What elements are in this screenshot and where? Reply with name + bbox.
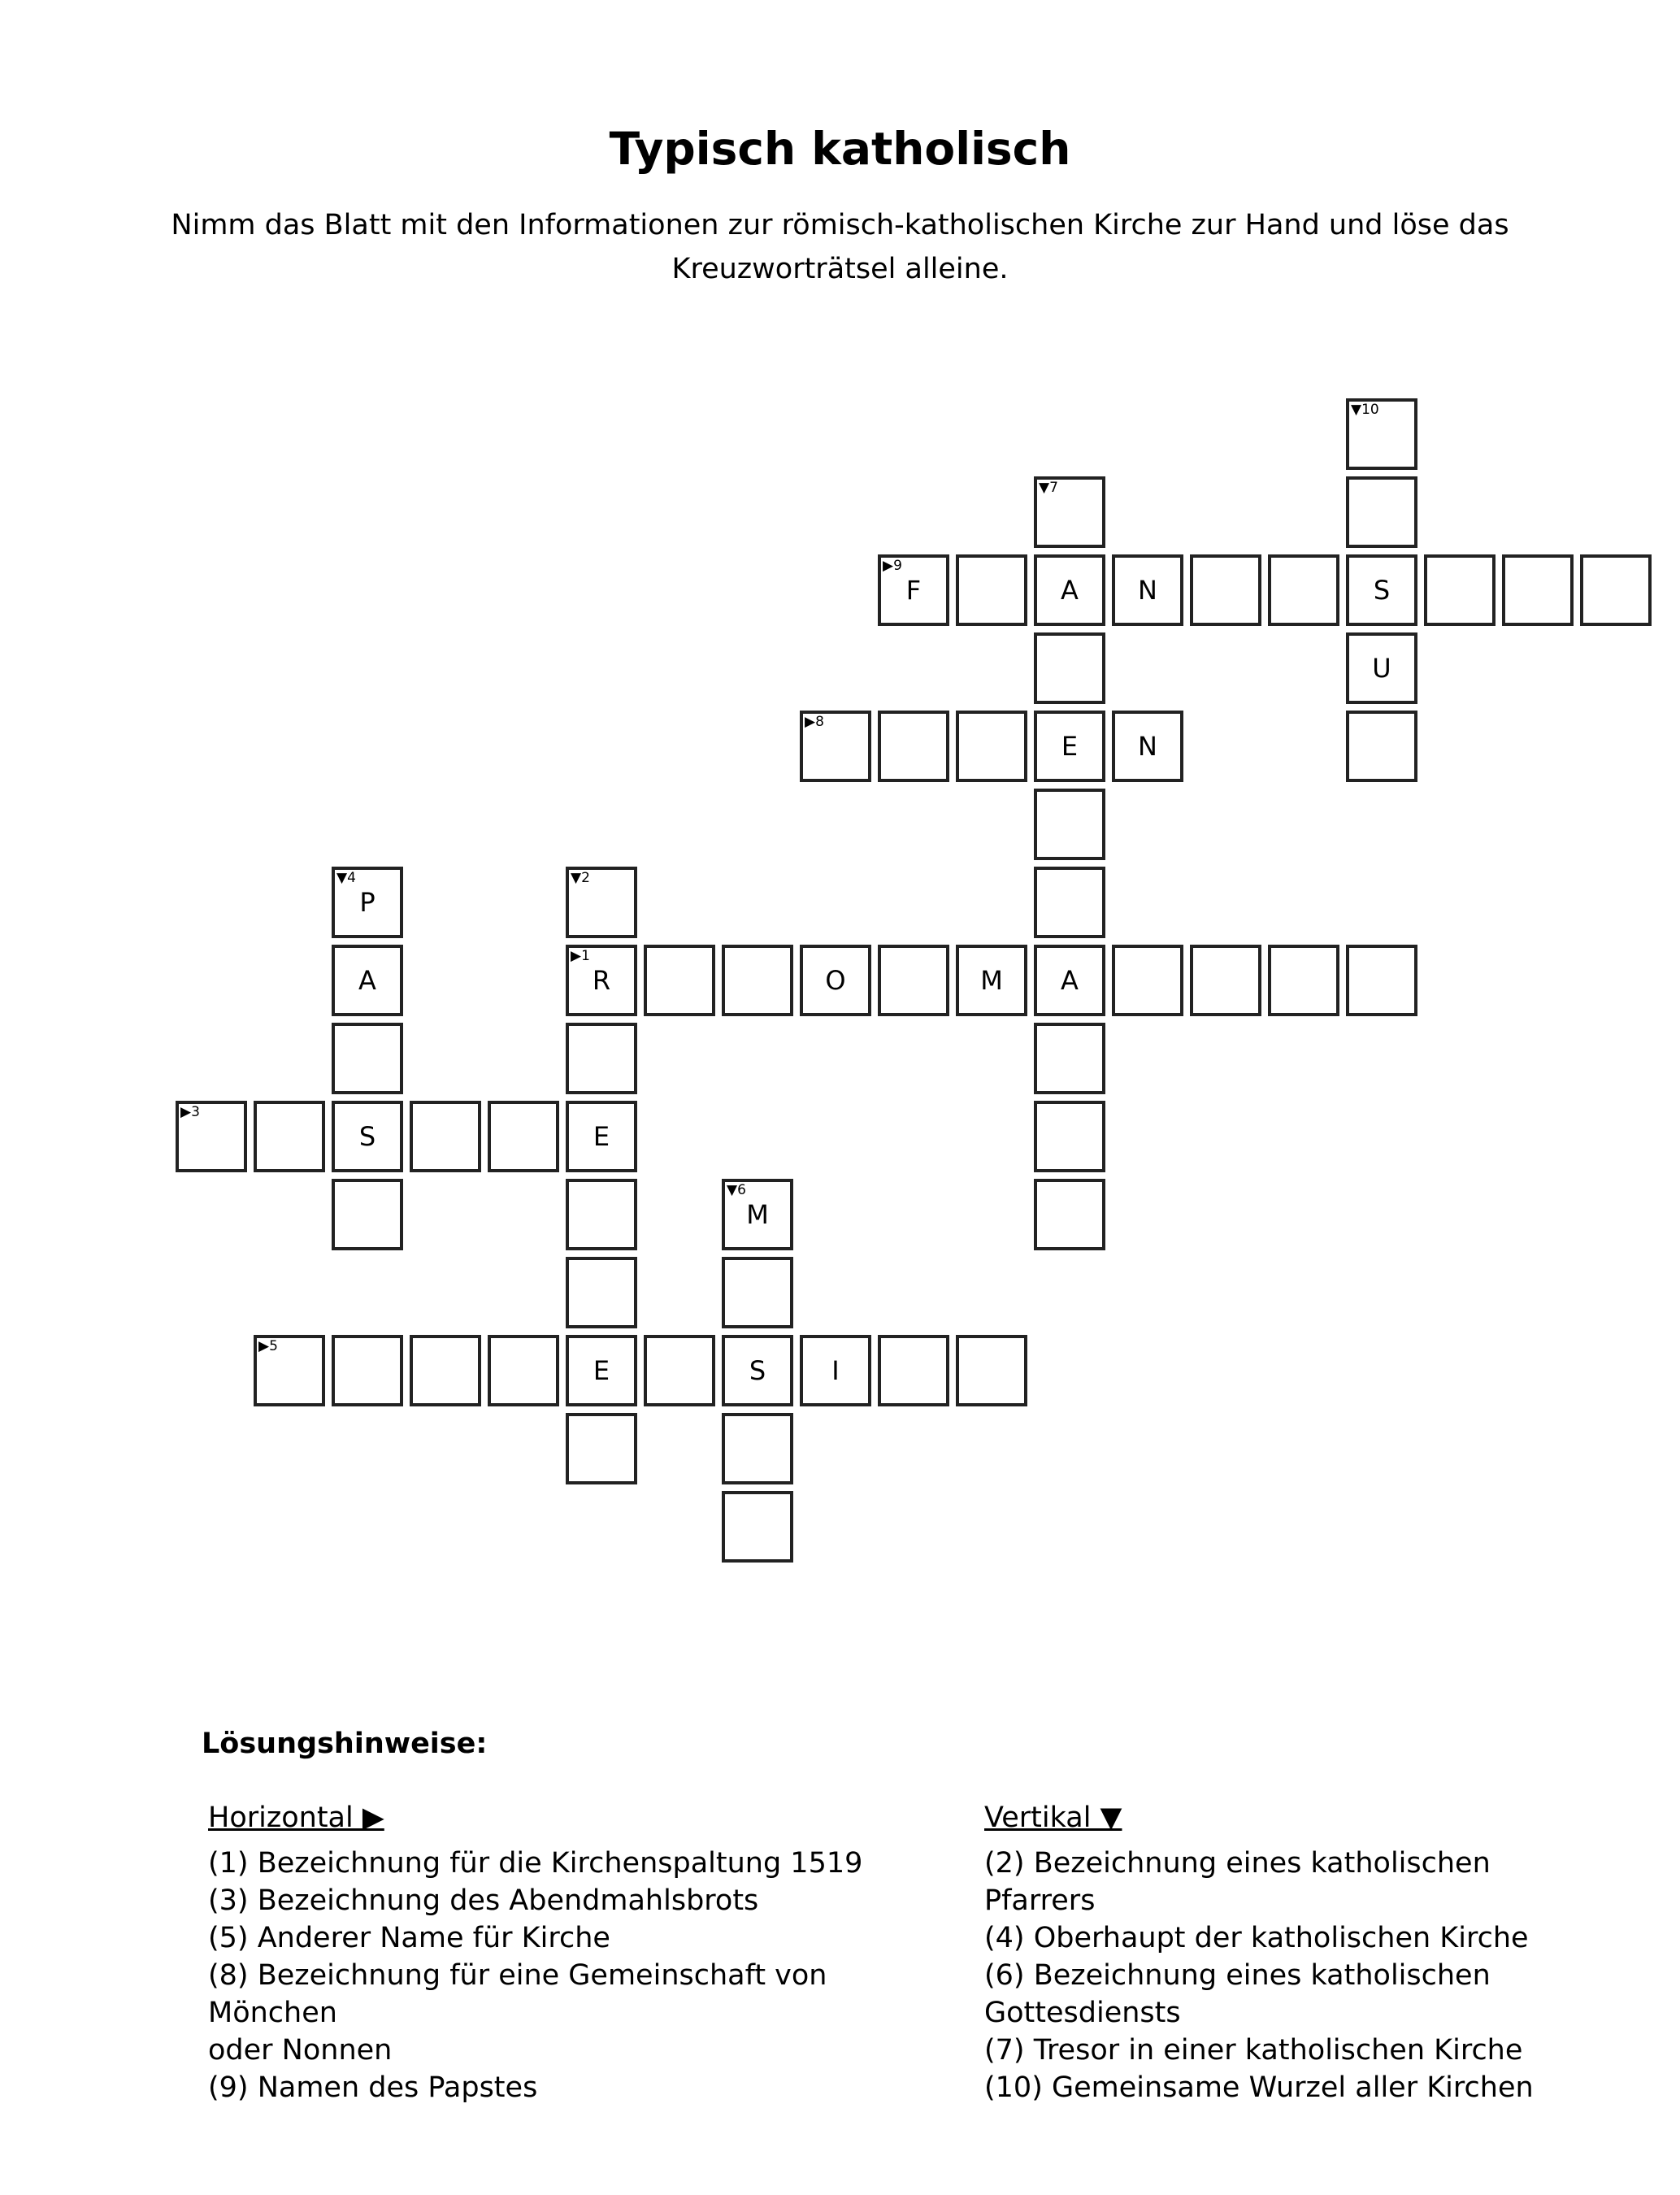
clue-number-marker: ▶1 (571, 948, 590, 964)
crossword-cell[interactable] (332, 1335, 403, 1406)
clue-line: (2) Bezeichnung eines katholischen (984, 1847, 1491, 1880)
crossword-cell[interactable] (332, 945, 403, 1016)
crossword-cell[interactable] (410, 1101, 481, 1172)
crossword-cell[interactable] (566, 1257, 637, 1328)
crossword-cell[interactable] (1502, 554, 1574, 626)
page-title: Typisch katholisch (609, 123, 1071, 175)
crossword-cell[interactable] (488, 1335, 559, 1406)
cell-letter: A (358, 965, 376, 996)
cell-letter: P (359, 887, 376, 918)
horizontal-clues (208, 1799, 964, 2106)
clue-line: (4) Oberhaupt der katholischen Kirche (984, 1922, 1529, 1954)
cell-letter: E (593, 1121, 610, 1152)
crossword-cell[interactable] (1190, 554, 1261, 626)
cell-letter: N (1138, 575, 1157, 606)
cell-letter: I (831, 1355, 840, 1386)
cell-letter: A (1061, 965, 1079, 996)
clue-number-marker: ▼7 (1039, 480, 1058, 496)
clue-number-marker: ▶9 (883, 558, 902, 574)
crossword-cell[interactable] (722, 945, 793, 1016)
crossword-cell[interactable] (800, 711, 871, 782)
crossword-cell[interactable] (1034, 1179, 1105, 1250)
cell-letter: M (746, 1199, 769, 1230)
crossword-cell[interactable] (566, 1023, 637, 1094)
clue-line: (5) Anderer Name für Kirche (208, 1922, 610, 1954)
crossword-cell[interactable] (1346, 398, 1417, 470)
crossword-cell[interactable] (1112, 711, 1183, 782)
crossword-cell[interactable] (566, 945, 637, 1016)
crossword-cell[interactable] (332, 1101, 403, 1172)
crossword-cell[interactable] (566, 1179, 637, 1250)
vertical-heading: Vertikal ▼ (984, 1802, 1122, 1834)
crossword-cell[interactable] (1034, 1023, 1105, 1094)
crossword-cell[interactable] (1190, 945, 1261, 1016)
crossword-cell[interactable] (800, 945, 871, 1016)
crossword-cell[interactable] (800, 1335, 871, 1406)
cell-letter: A (1061, 575, 1079, 606)
instructions-text: Nimm das Blatt mit den Informationen zur römisch-katholischen Kirche zur Hand und löse das Kreuzworträtsel alleine. (171, 209, 1509, 285)
cell-letter: E (1061, 731, 1079, 762)
crossword-cell[interactable] (722, 1413, 793, 1484)
cell-letter: R (592, 965, 611, 996)
crossword-cell[interactable] (878, 554, 949, 626)
crossword-cell[interactable] (644, 945, 715, 1016)
clue-number-marker: ▶5 (258, 1338, 278, 1354)
crossword-cell[interactable] (1346, 632, 1417, 704)
crossword-cell[interactable] (1112, 554, 1183, 626)
crossword-cell[interactable] (722, 1491, 793, 1563)
crossword-cell[interactable] (1034, 554, 1105, 626)
clue-number-marker: ▼4 (336, 870, 356, 886)
cell-letter: S (358, 1121, 376, 1152)
clue-line: (10) Gemeinsame Wurzel aller Kirchen (984, 2071, 1534, 2104)
crossword-cell[interactable] (878, 945, 949, 1016)
crossword-cell[interactable] (1034, 632, 1105, 704)
crossword-cell[interactable] (1268, 945, 1339, 1016)
clue-number-marker: ▼2 (571, 870, 590, 886)
crossword-cell[interactable] (176, 1101, 247, 1172)
crossword-cell[interactable] (956, 711, 1027, 782)
cell-letter: U (1372, 653, 1391, 684)
clue-number-marker: ▶3 (180, 1104, 200, 1120)
crossword-cell[interactable] (878, 711, 949, 782)
crossword-cell[interactable] (722, 1257, 793, 1328)
crossword-cell[interactable] (1034, 945, 1105, 1016)
crossword-cell[interactable] (1034, 1101, 1105, 1172)
clue-line: oder Nonnen (208, 2034, 393, 2067)
crossword-cell[interactable] (722, 1335, 793, 1406)
clue-line: (9) Namen des Papstes (208, 2071, 538, 2104)
crossword-cell[interactable] (332, 1023, 403, 1094)
clue-line: (6) Bezeichnung eines katholischen (984, 1959, 1491, 1992)
cell-letter: E (593, 1355, 610, 1386)
clue-number-marker: ▼10 (1351, 402, 1379, 418)
cell-letter: S (1373, 575, 1391, 606)
cell-letter: S (749, 1355, 766, 1386)
clue-line: (8) Bezeichnung für eine Gemeinschaft von Mönchen (208, 1959, 827, 2029)
crossword-cell[interactable] (254, 1335, 325, 1406)
crossword-cell[interactable] (332, 1179, 403, 1250)
crossword-cell[interactable] (332, 867, 403, 938)
crossword-cell[interactable] (1346, 554, 1417, 626)
crossword-cell[interactable] (956, 945, 1027, 1016)
crossword-cell[interactable] (410, 1335, 481, 1406)
crossword-cell[interactable] (956, 554, 1027, 626)
crossword-cell[interactable] (566, 1101, 637, 1172)
crossword-cell[interactable] (644, 1335, 715, 1406)
crossword-cell[interactable] (1034, 789, 1105, 860)
crossword-cell[interactable] (566, 1413, 637, 1484)
clue-line: Pfarrers (984, 1884, 1096, 1917)
crossword-cell[interactable] (878, 1335, 949, 1406)
crossword-cell[interactable] (1112, 945, 1183, 1016)
clue-number-marker: ▶8 (805, 714, 824, 730)
crossword-cell[interactable] (1034, 867, 1105, 938)
crossword-cell[interactable] (1424, 554, 1496, 626)
horizontal-heading: Horizontal ▶ (208, 1802, 384, 1834)
crossword-cell[interactable] (488, 1101, 559, 1172)
clue-line: Gottesdiensts (984, 1997, 1181, 2029)
cell-letter: O (825, 965, 846, 996)
crossword-cell[interactable] (722, 1179, 793, 1250)
vertical-clues (984, 1799, 1569, 2106)
cell-letter: F (905, 575, 922, 606)
crossword-cell[interactable] (566, 1335, 637, 1406)
crossword-cell[interactable] (1268, 554, 1339, 626)
clue-number-marker: ▼6 (727, 1182, 746, 1198)
crossword-cell[interactable] (566, 867, 637, 938)
cell-letter: N (1138, 731, 1157, 762)
clue-line: (1) Bezeichnung für die Kirchenspaltung 1519 (208, 1847, 863, 1880)
crossword-cell[interactable] (1346, 711, 1417, 782)
crossword-cell[interactable] (1580, 554, 1652, 626)
crossword-cell[interactable] (956, 1335, 1027, 1406)
hints-heading: Lösungshinweise: (202, 1728, 488, 1760)
crossword-cell[interactable] (1346, 476, 1417, 548)
crossword-cell[interactable] (1034, 476, 1105, 548)
clue-line: (7) Tresor in einer katholischen Kirche (984, 2034, 1523, 2067)
cell-letter: M (980, 965, 1003, 996)
clue-line: (3) Bezeichnung des Abendmahlsbrots (208, 1884, 759, 1917)
crossword-cell[interactable] (1346, 945, 1417, 1016)
crossword-cell[interactable] (254, 1101, 325, 1172)
crossword-cell[interactable] (1034, 711, 1105, 782)
